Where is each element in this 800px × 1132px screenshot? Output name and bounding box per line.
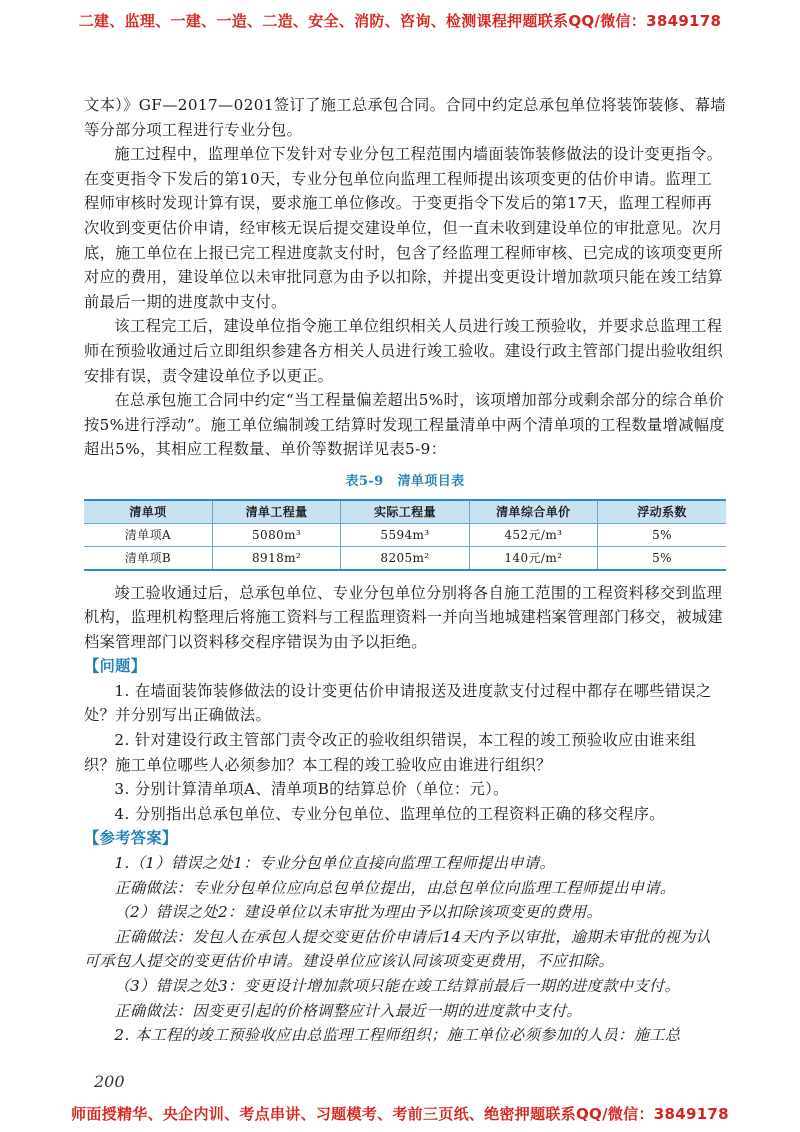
table-number: 表5-9 — [345, 473, 384, 489]
answer-line: 正确做法：因变更引起的价格调整应计入最近一期的进度款中支付。 — [114, 1001, 583, 1020]
table-cell: 清单项A — [84, 523, 212, 546]
table-cell: 5% — [598, 546, 726, 570]
table-cell: 8205m² — [341, 546, 469, 570]
paragraph-3: 该工程完工后，建设单位指令施工单位组织相关人员进行竣工预验收，并要求总监理工程师在预验收通过后立即组织参建各方相关人员进行竣工验收。建设行政主管部门提出验收组织安排有误，责令建设单位予以更正。 — [84, 317, 724, 385]
header-cell: 浮动系数 — [598, 500, 726, 524]
answer-line: 2. 本工程的竣工预验收应由总监理工程师组织；施工单位必须参加的人员：施工总 — [114, 1026, 681, 1045]
question-1: 1. 在墙面装饰装修做法的设计变更估价申请报送及进度款支付过程中都存在哪些错误之处？并分别写出正确做法。 — [84, 681, 712, 725]
answer-line: 正确做法：专业分包单位应向总包单位提出，由总包单位向监理工程师提出申请。 — [114, 878, 676, 897]
questions-heading: 【问题】 — [84, 657, 147, 676]
table-row — [84, 546, 726, 570]
page-content — [84, 93, 726, 1048]
question-3: 3. 分别计算清单项A、清单项B的结算总价（单位：元）。 — [114, 780, 509, 799]
paragraph-1: 文本）》GF—2017—0201签订了施工总承包合同。合同中约定总承包单位将装饰装修、幕墙等分部分项工程进行专业分包。 — [84, 96, 726, 139]
table-cell: 5080m³ — [212, 523, 340, 546]
table-row — [84, 523, 726, 546]
question-2: 2. 针对建设行政主管部门责令改正的验收组织错误，本工程的竣工预验收应由谁来组织？施工单位哪些人必须参加？本工程的竣工验收应由谁进行组织？ — [84, 731, 697, 774]
answer-line: 正确做法：发包人在承包人提交变更估价申请后14天内予以审批，逾期未审批的视为认可承包人提交的变更估价申请。建设单位应该认同该项变更费用，不应扣除。 — [84, 927, 712, 971]
bottom-banner: 师面授精华、央企内训、考点串讲、习题模考、考前三页纸、绝密押题联系QQ/微信：3849178 — [71, 1105, 729, 1123]
table-cell: 452元/m³ — [469, 523, 597, 546]
header-cell: 清单项 — [84, 500, 212, 524]
header-cell: 清单综合单价 — [469, 500, 597, 524]
paragraph-4: 在总承包施工合同中约定“当工程量偏差超出5%时，该项增加部分或剩余部分的综合单价按5%进行浮动”。施工单位编制竣工结算时发现工程量清单中两个清单项的工程数量增减幅度超出5%，其相应工程数量、单价等数据详见表5-9： — [84, 391, 725, 459]
header-cell: 实际工程量 — [341, 500, 469, 524]
page-number: 200 — [94, 1072, 125, 1091]
bill-items-table — [84, 499, 726, 571]
answer-line: （3）错误之处3：变更设计增加款项只能在竣工结算前最后一期的进度款中支付。 — [114, 977, 681, 995]
table-title: 清单项目表 — [397, 473, 465, 489]
table-cell: 5% — [598, 523, 726, 546]
table-cell: 8918m² — [212, 546, 340, 570]
answer-line: （2）错误之处2：建设单位以未审批为理由予以扣除该项变更的费用。 — [114, 903, 603, 922]
table-cell: 140元/m² — [469, 546, 597, 570]
top-banner: 二建、监理、一建、一造、二造、安全、消防、咨询、检测课程押题联系QQ/微信：3849178 — [78, 12, 722, 30]
table-header-row — [84, 500, 726, 524]
table-caption — [84, 470, 726, 495]
table-cell: 5594m³ — [341, 523, 469, 546]
header-cell: 清单工程量 — [212, 500, 340, 524]
paragraph-5: 竣工验收通过后，总承包单位、专业分包单位分别将各自施工范围的工程资料移交到监理机构，监理机构整理后将施工资料与工程监理资料一并向当地城建档案管理部门移交，被城建档案管理部门以资料移交程序错误为由予以拒绝。 — [84, 583, 724, 651]
answer-line: 1.（1）错误之处1：专业分包单位直接向监理工程师提出申请。 — [114, 854, 556, 873]
table-cell: 清单项B — [84, 546, 212, 570]
answers-heading: 【参考答案】 — [84, 829, 178, 848]
paragraph-2: 施工过程中，监理单位下发针对专业分包工程范围内墙面装饰装修做法的设计变更指令。在变更指令下发后的第10天，专业分包单位向监理工程师提出该项变更的估价申请。监理工程师审核时发现计算有误，要求施工单位修改。于变更指令下发后的第17天，监理工程师再次收到变更估价申请，经审核无误后提交建设单位，但一直未收到建设单位的审批意见。次月底，施工单位在上报已完工程进度款支付时，包含了经监理工程师审核、已完成的该项变更所对应的费用，建设单位以未审批同意为由予以扣除，并提出变更设计增加款项只能在竣工结算前最后一期的进度款中支付。 — [84, 145, 724, 311]
question-4: 4. 分别指出总承包单位、专业分包单位、监理单位的工程资料正确的移交程序。 — [114, 804, 665, 823]
